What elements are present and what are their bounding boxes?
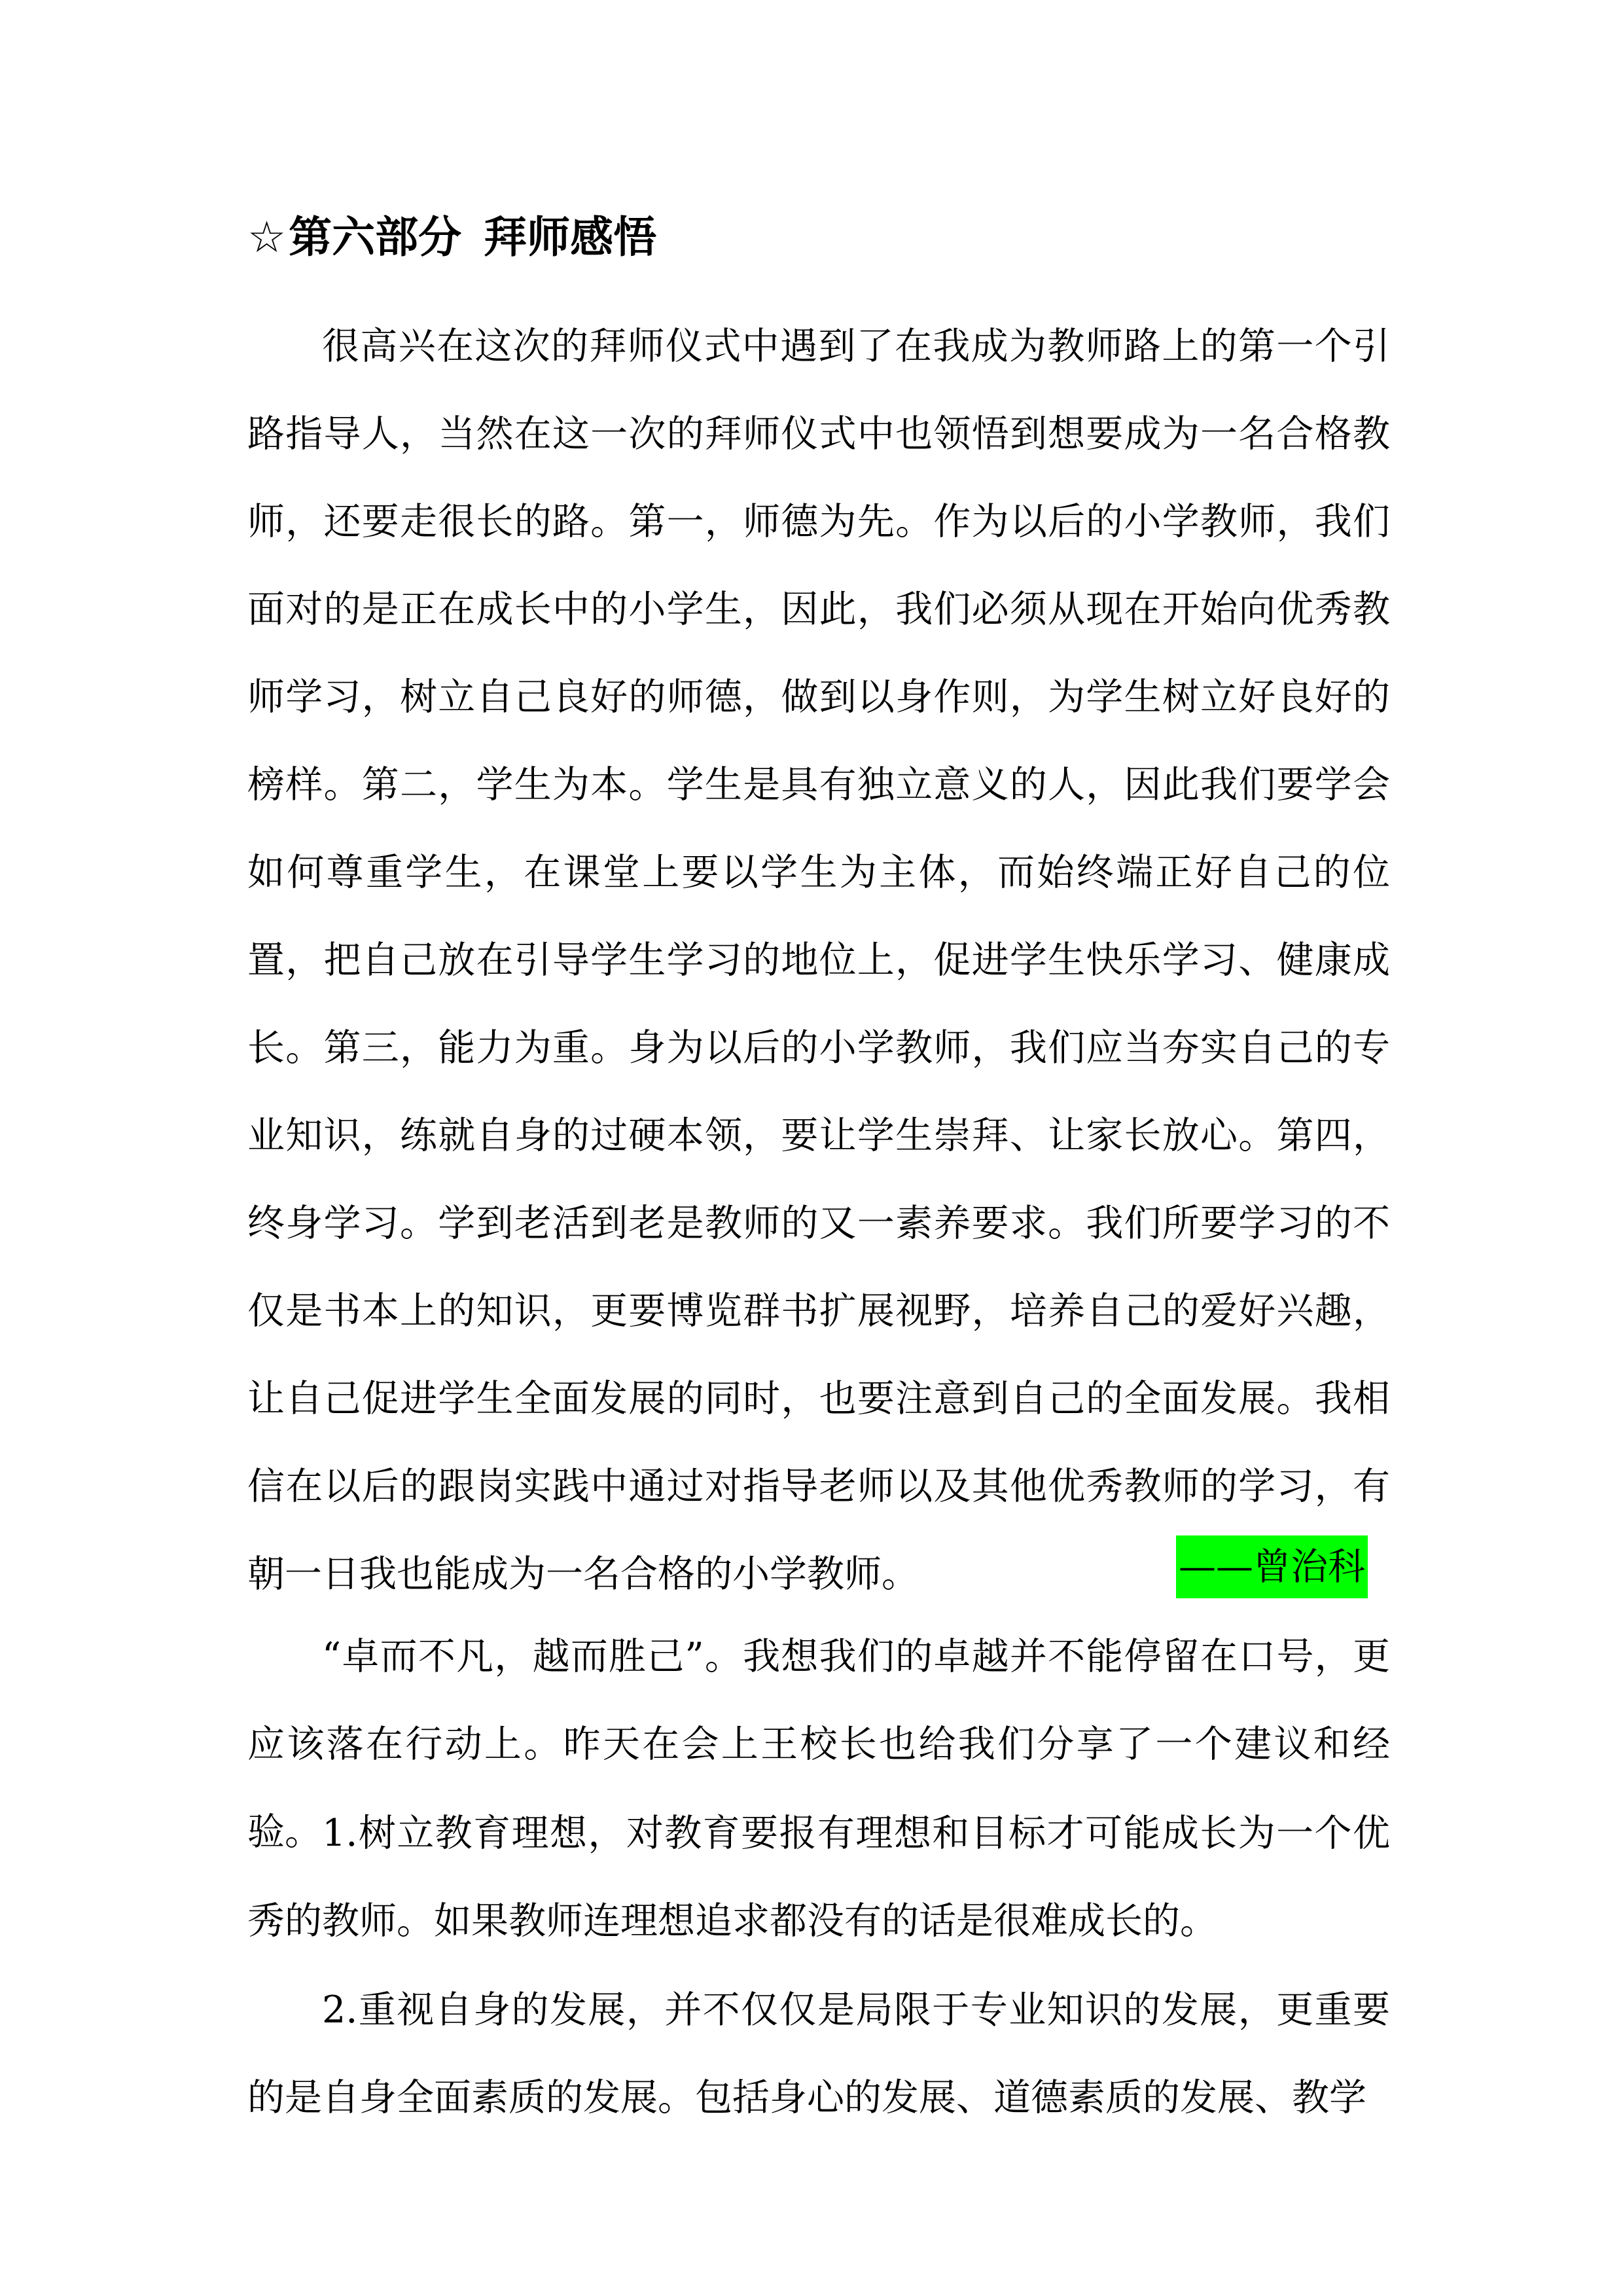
body-paragraph-point-2: 2.重视自身的发展，并不仅仅是局限于专业知识的发展，更重要的是自身全面素质的发展。包括身心的发展、道德素质的发展、教学 [247, 1988, 1390, 2119]
body-paragraph-point-1: 1.树立教育理想，对教育要报有理想和目标才可能成长为一个优秀的教师。如果教师连理想追求都没有的话是很难成长的。 [247, 1812, 1390, 1943]
star-icon: ☆ [247, 212, 287, 262]
section-title: 第六部分 [289, 212, 462, 262]
author-signature: ——曾治科 [1176, 1535, 1368, 1598]
section-heading [247, 208, 656, 267]
body-paragraph-reflection: 很高兴在这次的拜师仪式中遇到了在我成为教师路上的第一个引路指导人，当然在这一次的拜师仪式中也领悟到想要成为一名合格教师，还要走很长的路。第一，师德为先。作为以后的小学教师，我们面对的是正在成长中的小学生，因此，我们必须从现在开始向优秀教师学习，树立自己良好的师德，做到以身作则，为学生树立好良好的榜样。第二，学生为本。学生是具有独立意义的人，因此我们要学会如何尊重学生，在课堂上要以学生为主体，而始终端正好自己的位置，把自己放在引导学生学习的地位上，促进学生快乐学习、健康成长。第三，能力为重。身为以后的小学教师，我们应当夯实自己的专业知识，练就自身的过硬本领，要让学生崇拜、让家长放心。第四，终身学习。学到老活到老是教师的又一素养要求。我们所要学习的不仅是书本上的知识，更要博览群书扩展视野，培养自己的爱好兴趣，让自己促进学生全面发展的同时，也要注意到自己的全面发展。我相信在以后的跟岗实践中通过对指导老师以及其他优秀教师的学习，有朝一日我也能成为一名合格的小学教师。 [247, 325, 1390, 1596]
body-paragraph-motto: “卓而不凡，越而胜己”。我想我们的卓越并不能停留在口号，更应该落在行动上。昨天在会上王校长也给我们分享了一个建议和经验。 [247, 1635, 1390, 1854]
section-subtitle: 拜师感悟 [484, 212, 657, 262]
